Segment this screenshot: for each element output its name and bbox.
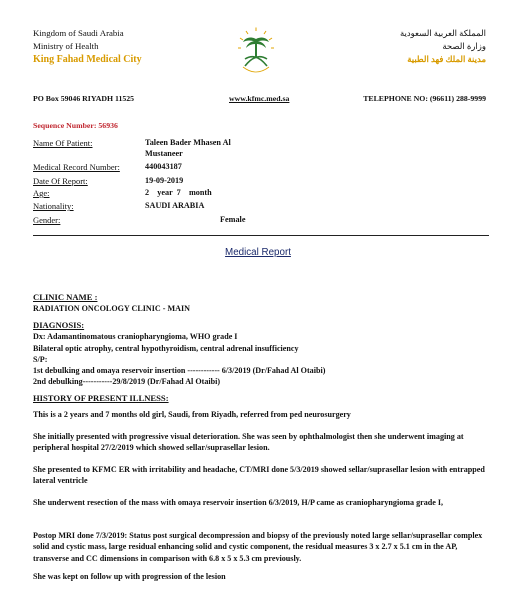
patient-name-value: Taleen Bader Mhasen Al xyxy=(145,138,231,147)
history-paragraph: She initially presented with progressive visual deterioration. She was seen by ophthalmologist then she underwent imaging at peripheral hospital 27/2/2019 which showed sellar/suprasellar lesion. xyxy=(33,432,464,453)
header-left xyxy=(33,27,142,66)
diagnosis-line: 2nd debulking-----------29/8/2019 (Dr/Fahad Al Otaibi) xyxy=(33,377,221,387)
history-heading: HISTORY OF PRESENT ILLNESS: xyxy=(33,393,169,403)
history-paragraph: Postop MRI done 7/3/2019: Status post surgical decompression and biopsy of the previously noted large sellar/suprasellar complex solid and cystic mass, large residual enhancing solid and cystic component, the residual measures 3 x 2.7 x 5.1 cm in the AP, transverse and CC dimensions in comparison with 6.8 x 5 x 5.3 cm previously. xyxy=(33,531,483,563)
ministry-arabic-text: وزارة الصحة xyxy=(442,41,486,51)
palm-swords-logo-icon xyxy=(237,27,275,77)
diagnosis-line: S/P: xyxy=(33,354,48,364)
diagnosis-line: Bilateral optic atrophy, central hypothyroidism, central adrenal insufficiency xyxy=(33,343,299,353)
ministry-text: Ministry of Health xyxy=(33,41,99,51)
hospital-arabic-name: مدينة الملك فهد الطبية xyxy=(407,54,486,64)
gender-label: Gender: xyxy=(33,215,61,225)
website-link[interactable]: www.kfmc.med.sa xyxy=(229,94,290,103)
header-right xyxy=(400,27,486,66)
po-box: PO Box 59046 RIYADH 11525 xyxy=(33,94,135,103)
nationality-value: SAUDI ARABIA xyxy=(145,201,205,210)
mrn-value: 440043187 xyxy=(145,162,182,171)
diagnosis-heading: DIAGNOSIS: xyxy=(33,320,85,330)
clinic-value: RADIATION ONCOLOGY CLINIC - MAIN xyxy=(33,304,190,314)
kingdom-text: Kingdom of Saudi Arabia xyxy=(33,28,124,38)
diagnosis-section xyxy=(33,320,489,388)
mrn-label: Medical Record Number: xyxy=(33,162,120,172)
patient-name-label: Name Of Patient: xyxy=(33,138,93,148)
report-date-label: Date Of Report: xyxy=(33,176,88,186)
age-value: 2 year 7 month xyxy=(145,188,212,197)
report-title: Medical Report xyxy=(225,247,291,258)
gender-value: Female xyxy=(220,215,246,224)
telephone: TELEPHONE NO: (96611) 288-9999 xyxy=(363,94,486,103)
report-date-value: 19-09-2019 xyxy=(145,176,184,185)
sequence-number: Sequence Number: 56936 xyxy=(33,121,118,130)
clinic-section xyxy=(33,292,489,315)
diagnosis-line: Dx: Adamantinomatous craniopharyngioma, WHO grade I xyxy=(33,332,238,342)
age-label: Age: xyxy=(33,188,50,198)
kingdom-arabic-text: المملكة العربية السعودية xyxy=(399,28,486,38)
nationality-label: Nationality: xyxy=(33,201,74,211)
history-paragraph: She was kept on follow up with progression of the lesion xyxy=(33,572,226,581)
hospital-name: King Fahad Medical City xyxy=(33,54,142,65)
diagnosis-line: 1st debulking and omaya reservoir insertion ------------ 6/3/2019 (Dr/Fahad Al Otaibi) xyxy=(33,366,326,376)
history-paragraph: She underwent resection of the mass with omaya reservoir insertion 6/3/2019, H/P came as craniopharyngioma grade I, xyxy=(33,498,444,507)
divider-line xyxy=(33,235,489,236)
clinic-heading: CLINIC NAME : xyxy=(33,292,98,302)
history-paragraph: This is a 2 years and 7 months old girl, Saudi, from Riyadh, referred from ped neurosurgery xyxy=(33,410,351,419)
history-paragraph: She presented to KFMC ER with irritability and headache, CT/MRI done 5/3/2019 showed sellar/suprasellar lesion with entrapped lateral ventricle xyxy=(33,465,485,486)
patient-name-value-cont: Mustaneer xyxy=(145,149,183,158)
